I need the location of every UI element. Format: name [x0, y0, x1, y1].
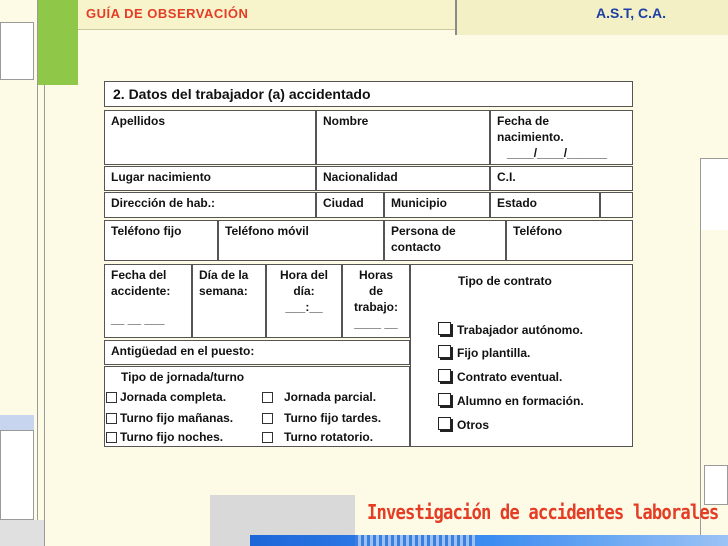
- field-hora-dia[interactable]: [266, 264, 342, 338]
- field-telefono-contacto-label: Teléfono: [513, 224, 563, 238]
- header-right-block: [455, 0, 728, 35]
- checkbox-icon[interactable]: [438, 345, 451, 358]
- field-fecha-accidente-label-2: accidente:: [111, 284, 171, 298]
- left-decor-block-lower: [0, 430, 34, 520]
- field-municipio[interactable]: [384, 192, 490, 218]
- tipo-contrato-title: Tipo de contrato: [458, 274, 552, 288]
- right-decor-block-lower: [704, 465, 728, 505]
- left-decor-blue-block: [0, 415, 34, 431]
- field-estado-label: Estado: [497, 196, 538, 210]
- checkbox-icon[interactable]: [262, 413, 273, 424]
- contrato-option-otros[interactable]: Otros: [438, 417, 489, 432]
- field-lugar-nacimiento-label: Lugar nacimiento: [111, 170, 212, 184]
- jornada-option-rotatorio[interactable]: Turno rotatorio.: [262, 430, 373, 444]
- field-dia-semana-label-1: Día de la: [199, 268, 249, 282]
- field-telefono-movil-label: Teléfono móvil: [225, 224, 309, 238]
- field-apellidos[interactable]: [104, 110, 316, 165]
- tipo-jornada-title: Tipo de jornada/turno: [121, 370, 245, 384]
- checkbox-icon[interactable]: [438, 417, 451, 430]
- decor-vertical-line: [44, 85, 45, 546]
- field-fecha-accidente-label-1: Fecha del: [111, 268, 167, 282]
- field-antiguedad[interactable]: [104, 340, 410, 365]
- bottom-decor-blue: [250, 535, 728, 546]
- contrato-option-fijo-plantilla[interactable]: Fijo plantilla.: [438, 345, 530, 360]
- field-municipio-label: Municipio: [391, 196, 447, 210]
- jornada-option-completa[interactable]: Jornada completa.: [106, 390, 226, 404]
- checkbox-icon[interactable]: [438, 369, 451, 382]
- right-decor-block: [700, 158, 728, 230]
- header-left-title: GUÍA DE OBSERVACIÓN: [86, 6, 249, 21]
- field-apellidos-label: Apellidos: [111, 114, 166, 128]
- jornada-option-fijo-tardes[interactable]: Turno fijo tardes.: [262, 411, 381, 425]
- field-horas-trabajo-blanks: ____ __: [354, 316, 398, 330]
- field-ci-label: C.I.: [497, 170, 516, 184]
- field-horas-trabajo-label-2: de: [368, 284, 383, 298]
- field-persona-contacto[interactable]: [384, 220, 506, 261]
- field-horas-trabajo-label-3: trabajo:: [353, 300, 398, 314]
- field-fecha-nacimiento-label-2: nacimiento.: [497, 130, 564, 144]
- left-decor-block: [0, 22, 34, 80]
- jornada-option-fijo-noches[interactable]: Turno fijo noches.: [106, 430, 223, 444]
- field-hora-dia-blanks: ___:__: [285, 300, 323, 314]
- field-horas-trabajo[interactable]: [342, 264, 410, 338]
- jornada-option-parcial[interactable]: Jornada parcial.: [262, 390, 376, 404]
- green-decor-block: [38, 0, 78, 85]
- checkbox-icon[interactable]: [262, 392, 273, 403]
- checkbox-icon[interactable]: [262, 432, 273, 443]
- field-fecha-nacimiento-label-1: Fecha de: [497, 114, 550, 128]
- field-direccion-label: Dirección de hab.:: [111, 196, 216, 210]
- field-persona-contacto-label-1: Persona de: [391, 224, 456, 238]
- bottom-left-decor: [0, 520, 45, 546]
- field-hora-dia-label-2: día:: [293, 284, 315, 298]
- field-nacionalidad-label: Nacionalidad: [323, 170, 398, 184]
- field-horas-trabajo-label-1: Horas: [358, 268, 393, 282]
- field-telefono-movil[interactable]: [218, 220, 384, 261]
- field-ciudad-label: Ciudad: [323, 196, 364, 210]
- field-telefono-fijo[interactable]: [104, 220, 218, 261]
- field-ci[interactable]: [490, 166, 633, 191]
- checkbox-icon[interactable]: [438, 322, 451, 335]
- field-nombre[interactable]: [316, 110, 490, 165]
- field-estado-extra[interactable]: [600, 192, 633, 218]
- contrato-option-alumno[interactable]: Alumno en formación.: [438, 393, 584, 408]
- contrato-option-autonomo[interactable]: Trabajador autónomo.: [438, 322, 583, 337]
- jornada-option-fijo-mananas[interactable]: Turno fijo mañanas.: [106, 411, 233, 425]
- field-fecha-accidente-blanks: __ __ ___: [111, 312, 165, 326]
- checkbox-icon[interactable]: [438, 393, 451, 406]
- field-fecha-nacimiento[interactable]: [490, 110, 633, 165]
- field-direccion[interactable]: [104, 192, 316, 218]
- field-nombre-label: Nombre: [323, 114, 369, 128]
- field-dia-semana[interactable]: [192, 264, 266, 338]
- field-persona-contacto-label-2: contacto: [391, 240, 442, 254]
- checkbox-icon[interactable]: [106, 392, 117, 403]
- field-dia-semana-label-2: semana:: [199, 284, 248, 298]
- field-hora-dia-label-1: Hora del: [279, 268, 328, 282]
- field-antiguedad-label: Antigüedad en el puesto:: [111, 344, 255, 358]
- checkbox-icon[interactable]: [106, 413, 117, 424]
- field-fecha-nacimiento-blanks: ____/____/______: [507, 146, 608, 160]
- field-lugar-nacimiento[interactable]: [104, 166, 316, 191]
- field-estado[interactable]: [490, 192, 600, 218]
- field-telefono-contacto[interactable]: [506, 220, 633, 261]
- checkbox-icon[interactable]: [106, 432, 117, 443]
- header-right-title: A.S.T, C.A.: [596, 5, 667, 21]
- field-telefono-fijo-label: Teléfono fijo: [111, 224, 182, 238]
- footer-title: Investigación de accidentes laborales: [367, 500, 719, 524]
- field-fecha-accidente[interactable]: [104, 264, 192, 338]
- contrato-option-eventual[interactable]: Contrato eventual.: [438, 369, 562, 384]
- field-ciudad[interactable]: [316, 192, 384, 218]
- section-title: 2. Datos del trabajador (a) accidentado: [104, 81, 633, 107]
- bottom-decor-pattern: [355, 535, 475, 546]
- field-nacionalidad[interactable]: [316, 166, 490, 191]
